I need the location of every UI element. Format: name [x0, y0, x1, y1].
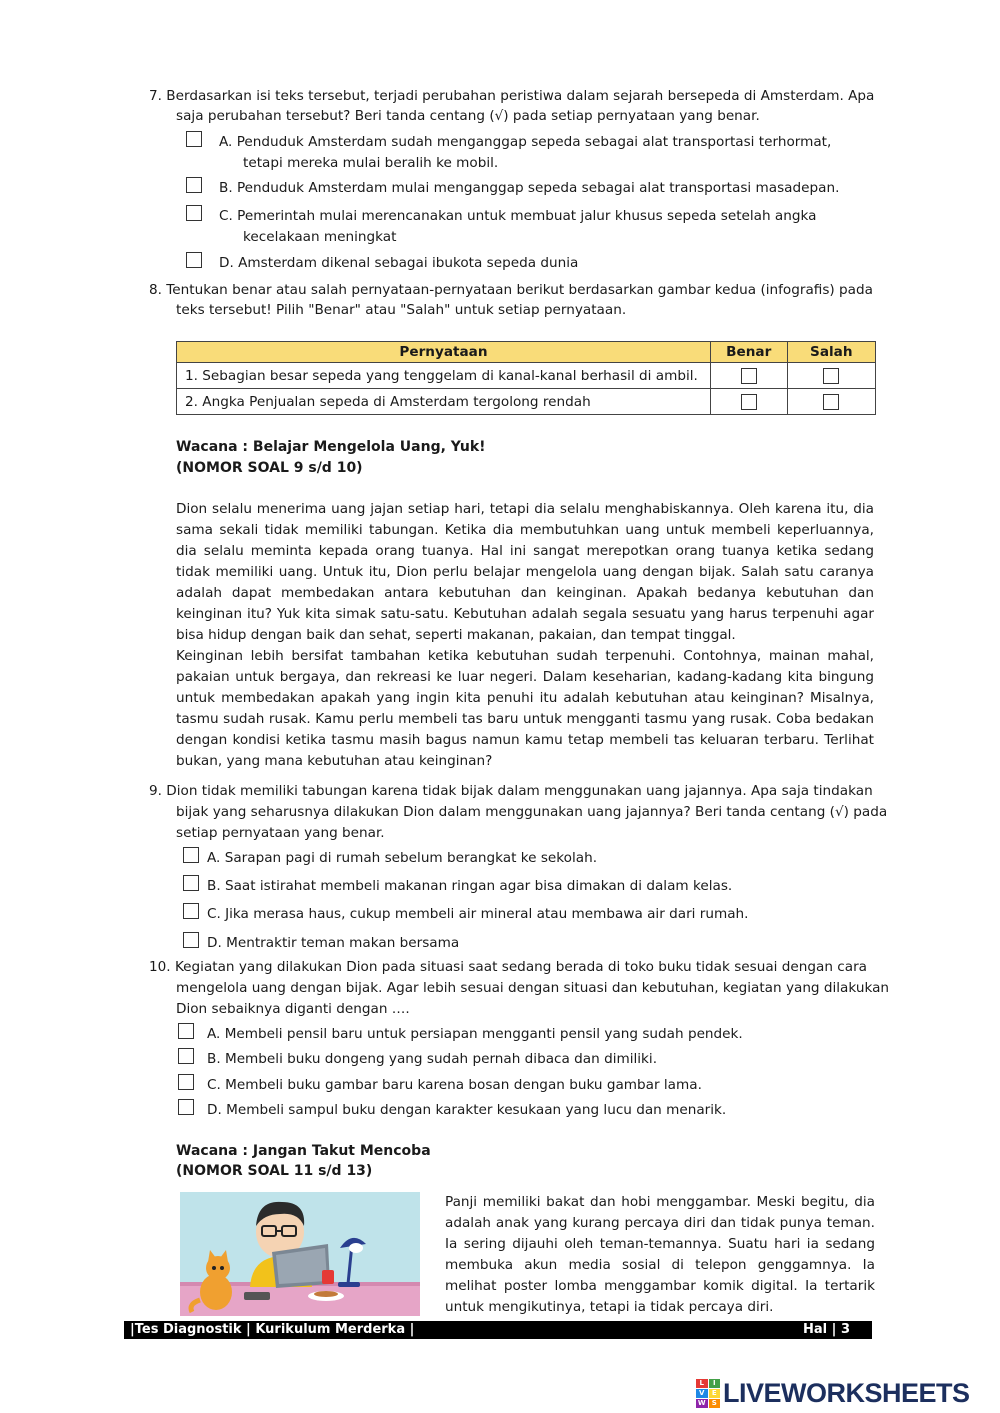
logo-letter: S — [709, 1399, 721, 1408]
logo-letter: I — [709, 1379, 721, 1388]
q10-option-b-checkbox[interactable] — [178, 1048, 194, 1064]
q7-option-a-checkbox[interactable] — [186, 131, 202, 147]
boy-drawing-illustration — [180, 1192, 420, 1316]
q9-prompt-line1: 9. Dion tidak memiliki tabungan karena tidak bijak dalam menggunakan uang jajannya. Apa saja tindakan — [149, 783, 873, 799]
q9-option-d: D. Mentraktir teman makan bersama — [207, 935, 460, 951]
q10-option-b: B. Membeli buku dongeng yang sudah pernah dibaca dan dimiliki. — [207, 1051, 658, 1067]
wacana1-range: (NOMOR SOAL 9 s/d 10) — [176, 460, 363, 476]
table-header-true: Benar — [710, 342, 787, 363]
q7-option-d-checkbox[interactable] — [186, 252, 202, 268]
q7-option-b-checkbox[interactable] — [186, 177, 202, 193]
wacana2-range: (NOMOR SOAL 11 s/d 13) — [176, 1163, 373, 1179]
q7-prompt-line1: 7. Berdasarkan isi teks tersebut, terjadi perubahan peristiwa dalam sejarah bersepeda di Amsterdam. Apa — [149, 88, 875, 104]
wacana1-title: Wacana : Belajar Mengelola Uang, Yuk! — [176, 439, 486, 455]
q10-option-c-checkbox[interactable] — [178, 1074, 194, 1090]
statement-2-true-checkbox[interactable] — [741, 394, 757, 410]
q7-option-a-line2: tetapi mereka mulai beralih ke mobil. — [243, 155, 499, 171]
wacana1-paragraph-2: Keinginan lebih bersifat tambahan ketika kebutuhan sudah terpenuhi. Contohnya, mainan mahal, pakaian untuk bergaya, dan rekreasi ke luar negeri. Dalam keseharian, kadang-kadang kita bingung untuk membedakan apakah yang ingin kita penuhi itu adalah kebutuhan atau keinginan? Misalnya, tasmu sudah rusak. Kamu perlu membeli tas baru untuk mengganti tasmu yang rusak. Coba bedakan dengan kondisi ketika tasmu masih bagus namun kamu tetap membeli tas keluaran terbaru. Terlihat bukan, yang mana kebutuhan atau keinginan? — [176, 648, 874, 769]
q10-option-a: A. Membeli pensil baru untuk persiapan mengganti pensil yang sudah pendek. — [207, 1026, 743, 1042]
statement-2: 2. Angka Penjualan sepeda di Amsterdam tergolong rendah — [177, 389, 711, 415]
q9-option-c-checkbox[interactable] — [183, 903, 199, 919]
q9-option-a: A. Sarapan pagi di rumah sebelum berangkat ke sekolah. — [207, 850, 598, 866]
q9-option-a-checkbox[interactable] — [183, 847, 199, 863]
q9-prompt-line3: setiap pernyataan yang benar. — [176, 825, 385, 841]
table-header-false: Salah — [787, 342, 875, 363]
q7-option-c-line1: C. Pemerintah mulai merencanakan untuk membuat jalur khusus sepeda setelah angka — [219, 208, 817, 224]
q7-option-d: D. Amsterdam dikenal sebagai ibukota sepeda dunia — [219, 255, 579, 271]
q7-prompt-line2: saja perubahan tersebut? Beri tanda centang (√) pada setiap pernyataan yang benar. — [176, 108, 760, 124]
q10-option-c: C. Membeli buku gambar baru karena bosan dengan buku gambar lama. — [207, 1077, 702, 1093]
q8-prompt-line1: 8. Tentukan benar atau salah pernyataan-pernyataan berikut berdasarkan gambar kedua (infografis) pada — [149, 282, 873, 298]
q10-prompt-line3: Dion sebaiknya diganti dengan …. — [176, 1001, 410, 1017]
liveworksheets-brand[interactable] — [696, 1376, 970, 1410]
q10-prompt-line2: mengelola uang dengan bijak. Agar lebih sesuai dengan situasi dan kebutuhan, kegiatan yang dilakukan — [176, 980, 890, 996]
logo-letter: E — [709, 1389, 721, 1398]
statement-1-true-checkbox[interactable] — [741, 368, 757, 384]
q9-option-d-checkbox[interactable] — [183, 932, 199, 948]
table-row — [177, 389, 876, 415]
wacana2-title: Wacana : Jangan Takut Mencoba — [176, 1143, 431, 1159]
table-header-statement: Pernyataan — [177, 342, 711, 363]
footer-left-label: |Tes Diagnostik | Kurikulum Merderka | — [130, 1322, 415, 1337]
wacana2-paragraph-1: Panji memiliki bakat dan hobi menggambar. Meski begitu, dia adalah anak yang kurang percaya diri dan tidak punya teman. Ia sering dijauhi oleh teman-temannya. Suatu hari ia sedang membuka akun media sosial di telepon genggamnya. Ia melihat poster lomba menggambar komik digital. Ia tertarik untuk mengikutinya, tetapi ia tidak percaya diri. — [445, 1194, 875, 1315]
statement-1: 1. Sebagian besar sepeda yang tenggelam di kanal-kanal berhasil di ambil. — [177, 363, 711, 389]
statement-2-false-checkbox[interactable] — [823, 394, 839, 410]
table-row — [177, 363, 876, 389]
q10-option-d-checkbox[interactable] — [178, 1099, 194, 1115]
q7-option-c-line2: kecelakaan meningkat — [243, 229, 397, 245]
q7-option-a-line1: A. Penduduk Amsterdam sudah menganggap sepeda sebagai alat transportasi terhormat, — [219, 134, 832, 150]
q10-option-d: D. Membeli sampul buku dengan karakter kesukaan yang lucu dan menarik. — [207, 1102, 727, 1118]
logo-letter: V — [696, 1389, 708, 1398]
q9-option-c: C. Jika merasa haus, cukup membeli air mineral atau membawa air dari rumah. — [207, 906, 749, 922]
wacana1-paragraph-1: Dion selalu menerima uang jajan setiap hari, tetapi dia selalu menghabiskannya. Oleh karena itu, dia sama sekali tidak memiliki tabungan. Ketika dia membutuhkan uang untuk membeli keperluannya, dia selalu meminta kepada orang tuanya. Hal ini sangat merepotkan orang tuanya ketika sedang tidak memiliki uang. Untuk itu, Dion perlu belajar mengelola uang dengan bijak. Salah satu caranya adalah dapat membedakan antara kebutuhan dan keinginan. Apakah bedanya kebutuhan dan keinginan itu? Yuk kita simak satu-satu. Kebutuhan adalah segala sesuatu yang harus terpenuhi agar bisa hidup dengan baik dan sehat, seperti makanan, pakaian, dan tempat tinggal. — [176, 501, 874, 643]
q7-option-c-checkbox[interactable] — [186, 205, 202, 221]
liveworksheets-logo-icon — [696, 1379, 720, 1407]
q9-prompt-line2: bijak yang seharusnya dilakukan Dion dalam menggunakan uang jajannya? Beri tanda centang (√) pada — [176, 804, 888, 820]
liveworksheets-wordmark: LIVEWORKSHEETS — [723, 1377, 970, 1408]
q10-prompt-line1: 10. Kegiatan yang dilakukan Dion pada situasi saat sedang berada di toko buku tidak sesuai dengan cara — [149, 959, 867, 975]
page-footer — [124, 1321, 872, 1339]
q9-option-b: B. Saat istirahat membeli makanan ringan agar bisa dimakan di dalam kelas. — [207, 878, 733, 894]
q9-option-b-checkbox[interactable] — [183, 875, 199, 891]
q8-prompt-line2: teks tersebut! Pilih "Benar" atau "Salah" untuk setiap pernyataan. — [176, 302, 627, 318]
logo-letter: W — [697, 1399, 706, 1407]
q7-option-b: B. Penduduk Amsterdam mulai menganggap sepeda sebagai alat transportasi masadepan. — [219, 180, 840, 196]
q10-option-a-checkbox[interactable] — [178, 1023, 194, 1039]
q8-statement-table — [176, 341, 876, 415]
page-number: Hal | 3 — [803, 1322, 850, 1337]
statement-1-false-checkbox[interactable] — [823, 368, 839, 384]
logo-letter: L — [696, 1379, 708, 1388]
